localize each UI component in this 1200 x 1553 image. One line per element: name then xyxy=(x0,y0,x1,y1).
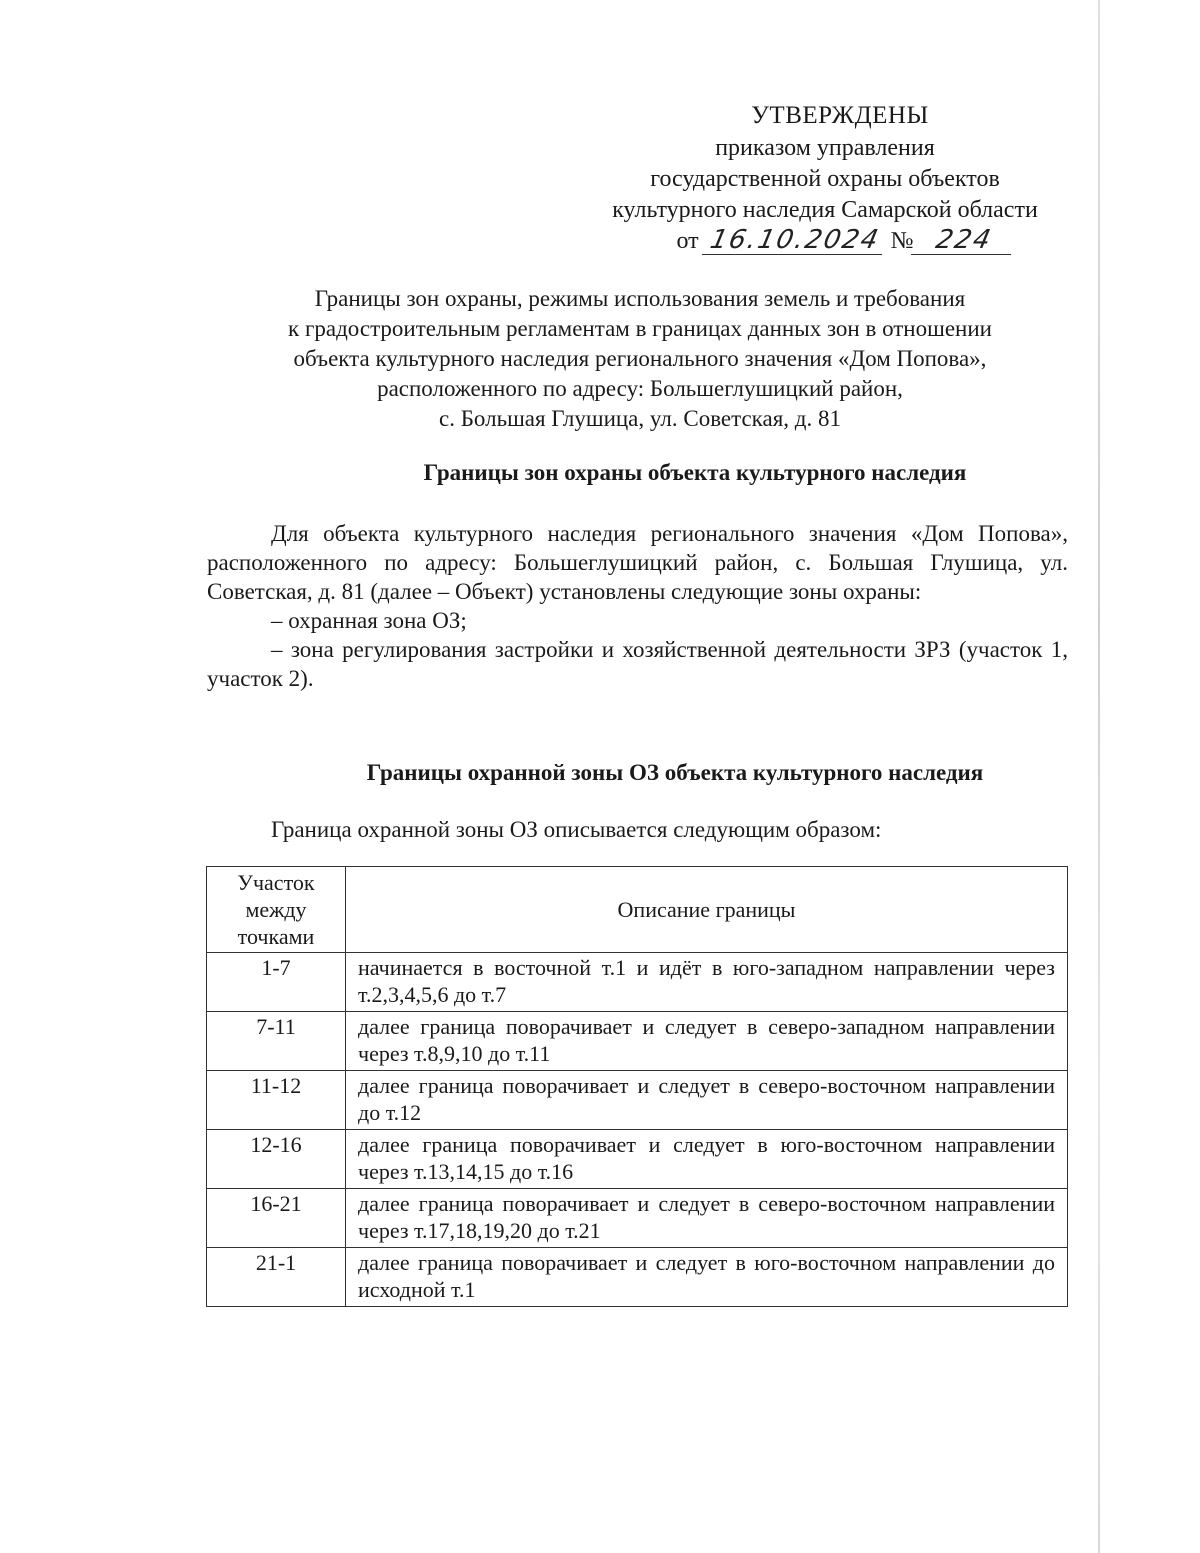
segment-cell: 16-21 xyxy=(207,1189,346,1248)
document-title xyxy=(200,284,1080,434)
description-cell: далее граница поворачивает и следует в северо-западном направлении через т.8,9,10 до т.11 xyxy=(346,1012,1068,1071)
handwritten-order-number: 224 xyxy=(910,226,1016,255)
section-heading-protection-zones: Границы зон охраны объекта культурного наследия xyxy=(423,460,967,485)
segment-cell: 7-11 xyxy=(207,1012,346,1071)
table-lead-text: Граница охранной зоны ОЗ описывается следующим образом: xyxy=(271,817,882,842)
handwritten-date: 16.10.2024 xyxy=(702,226,888,255)
order-date-number-line xyxy=(560,226,1090,257)
intro-text xyxy=(207,519,1068,693)
intro-paragraph: Для объекта культурного наследия регионального значения «Дом Попова», расположенного по адресу: Большеглушицкий район, с. Большая Глушица, ул. Советская, д. 81 (далее – Объект) установлены следующие зоны охраны: xyxy=(207,521,1068,604)
header-segment xyxy=(207,867,346,953)
table-header-row xyxy=(207,867,1068,953)
approval-stamp: УТВЕРЖДЕНЫ xyxy=(751,102,929,129)
table-row xyxy=(207,1248,1068,1307)
document-title-line: Границы зон охраны, режимы использования земель и требования xyxy=(314,286,966,311)
header-segment-line: точками xyxy=(237,924,315,949)
table-row xyxy=(207,1130,1068,1189)
approval-line: культурного наследия Самарской области xyxy=(612,197,1038,223)
description-cell: начинается в восточной т.1 и идёт в юго-западном направлении через т.2,3,4,5,6 до т.7 xyxy=(346,953,1068,1012)
zone-list-item: – охранная зона ОЗ; xyxy=(271,608,467,633)
table-row xyxy=(207,1071,1068,1130)
segment-cell: 1-7 xyxy=(207,953,346,1012)
boundary-table xyxy=(206,866,1068,1307)
table-row xyxy=(207,1012,1068,1071)
document-title-line: с. Большая Глушица, ул. Советская, д. 81 xyxy=(438,406,841,431)
approval-line: приказом управления xyxy=(715,135,935,161)
table-row xyxy=(207,1189,1068,1248)
description-cell: далее граница поворачивает и следует в северо-восточном направлении через т.17,18,19,20 до т.21 xyxy=(346,1189,1068,1248)
header-segment-line: Участок xyxy=(237,870,315,895)
segment-cell: 21-1 xyxy=(207,1248,346,1307)
number-sign: № xyxy=(890,228,914,254)
document-title-line: расположенного по адресу: Большеглушицкий район, xyxy=(377,376,903,401)
document-title-line: к градостроительным регламентам в границах данных зон в отношении xyxy=(288,316,992,341)
zone-list-item: – зона регулирования застройки и хозяйственной деятельности ЗРЗ (участок 1, участок 2). xyxy=(207,637,1068,691)
description-cell: далее граница поворачивает и следует в юго-восточном направлении до исходной т.1 xyxy=(346,1248,1068,1307)
header-description: Описание границы xyxy=(346,867,1068,953)
scan-edge-line xyxy=(1098,0,1100,1553)
table-row xyxy=(207,953,1068,1012)
segment-cell: 11-12 xyxy=(207,1071,346,1130)
segment-cell: 12-16 xyxy=(207,1130,346,1189)
date-prefix: от xyxy=(676,228,699,254)
header-segment-line: между xyxy=(245,897,307,922)
description-cell: далее граница поворачивает и следует в юго-восточном направлении через т.13,14,15 до т.16 xyxy=(346,1130,1068,1189)
approval-line: государственной охраны объектов xyxy=(650,166,1000,192)
approval-block xyxy=(560,100,1090,257)
description-cell: далее граница поворачивает и следует в северо-восточном направлении до т.12 xyxy=(346,1071,1068,1130)
section-heading-oz-zone: Границы охранной зоны ОЗ объекта культурного наследия xyxy=(366,760,984,785)
document-title-line: объекта культурного наследия регионального значения «Дом Попова», xyxy=(293,346,987,371)
